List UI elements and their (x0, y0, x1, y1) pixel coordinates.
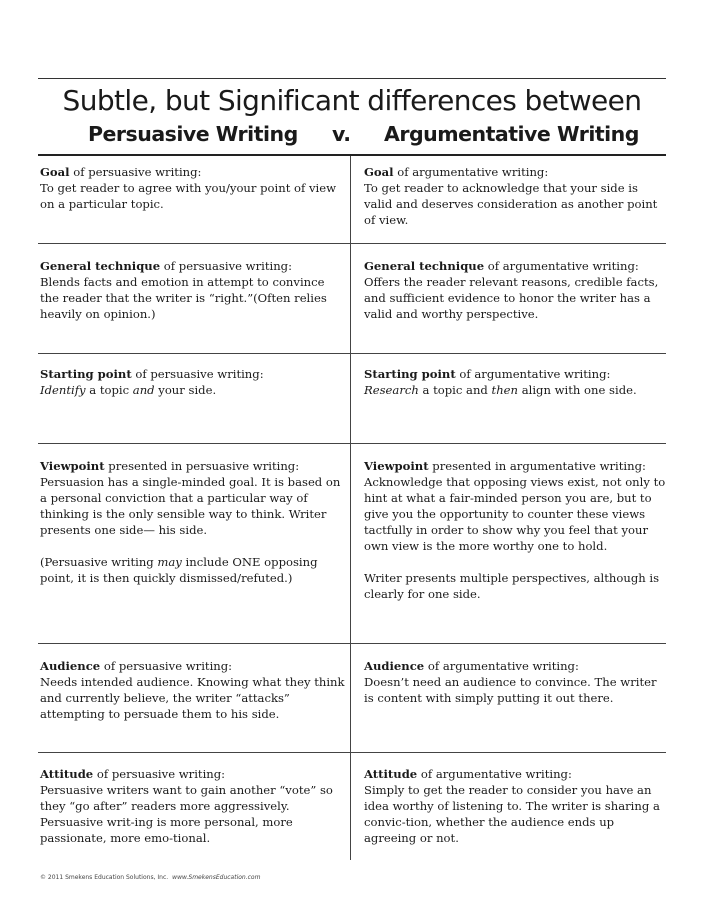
versus-label: v. (332, 122, 351, 146)
cell-text-part: align with one side. (518, 383, 637, 397)
copyright-text: © 2011 Smekens Education Solutions, Inc. (40, 874, 169, 881)
viewpoint-argumentative-cell (364, 458, 666, 602)
cell-label: General technique (364, 259, 485, 273)
cell-text-part: (Persuasive writing (40, 555, 158, 569)
cell-label: Viewpoint (364, 459, 429, 473)
cell-text: Acknowledge that opposing views exist, not only to hint at what a fair-minded person you are, but to give you the opportunity to counter these views tactfully in order to show why you feel that your own view is the more worthy one to hold. (364, 475, 666, 553)
cell-label-suffix: presented in persuasive writing: (104, 459, 300, 473)
cell-heading (40, 164, 346, 180)
cell-label-suffix: of argumentative writing: (393, 165, 549, 179)
cell-text-part: a topic (85, 383, 133, 397)
row-divider-left (38, 243, 350, 244)
top-rule (38, 78, 666, 79)
cell-label-suffix: of persuasive writing: (160, 259, 293, 273)
viewpoint-persuasive-cell (40, 458, 346, 586)
row-divider-left (38, 643, 350, 644)
cell-heading (364, 766, 666, 782)
cell-text (40, 382, 346, 398)
starting-point-argumentative-cell (364, 366, 666, 398)
cell-label: Starting point (364, 367, 456, 381)
cell-text-part: a topic and (418, 383, 492, 397)
cell-label: Goal (40, 165, 70, 179)
cell-label-suffix: presented in argumentative writing: (428, 459, 646, 473)
starting-point-persuasive-cell (40, 366, 346, 398)
emphasis-text: then (491, 383, 519, 397)
cell-text-part: include ONE opposing point, it is then quickly dismissed/refuted.) (40, 555, 318, 585)
emphasis-text: Research (364, 383, 419, 397)
cell-label-suffix: of persuasive writing: (131, 367, 264, 381)
cell-heading (364, 458, 666, 474)
column-divider (350, 156, 351, 860)
cell-heading (40, 766, 346, 782)
cell-label: Audience (40, 659, 101, 673)
cell-label: Starting point (40, 367, 132, 381)
cell-heading (40, 366, 346, 382)
cell-label-suffix: of persuasive writing: (100, 659, 233, 673)
cell-text: Needs intended audience. Knowing what they think and currently believe, the writer “attacks” attempting to persuade them to his side. (40, 675, 345, 721)
cell-label-suffix: of argumentative writing: (424, 659, 579, 673)
technique-argumentative-cell (364, 258, 666, 322)
footer-url: www.SmekensEducation.com (172, 874, 261, 881)
header-rule (38, 154, 666, 156)
page-title: Subtle, but Significant differences between (62, 84, 642, 117)
cell-text: Persuasive writers want to gain another “vote” so they “go after” readers more aggressively. Persuasive writ-ing is more personal, more passionate, more emo-tional. (40, 783, 333, 845)
audience-persuasive-cell (40, 658, 346, 722)
cell-heading (364, 658, 666, 674)
goal-persuasive-cell (40, 164, 346, 212)
cell-label: Attitude (364, 767, 418, 781)
cell-heading (40, 258, 346, 274)
emphasis-text: may (157, 555, 182, 569)
cell-note (40, 554, 346, 586)
cell-heading (40, 658, 346, 674)
cell-label: Goal (364, 165, 394, 179)
argumentative-heading: Argumentative Writing (384, 122, 639, 146)
row-divider-right (350, 353, 666, 354)
cell-text: Offers the reader relevant reasons, credible facts, and sufficient evidence to honor the writer has a valid and worthy perspective. (364, 275, 659, 321)
cell-heading (364, 164, 666, 180)
emphasis-text: Identify (40, 383, 86, 397)
attitude-persuasive-cell (40, 766, 346, 846)
cell-text (364, 382, 666, 398)
cell-label: General technique (40, 259, 161, 273)
cell-label-suffix: of argumentative writing: (484, 259, 639, 273)
cell-text: Blends facts and emotion in attempt to convince the reader that the writer is “right.”(Often relies heavily on opinion.) (40, 275, 327, 321)
cell-label-suffix: of persuasive writing: (69, 165, 202, 179)
cell-text: To get reader to agree with you/your point of view on a particular topic. (40, 181, 337, 211)
cell-heading (40, 458, 346, 474)
cell-label: Viewpoint (40, 459, 105, 473)
cell-label-suffix: of argumentative writing: (417, 767, 572, 781)
goal-argumentative-cell (364, 164, 666, 228)
persuasive-heading: Persuasive Writing (88, 122, 298, 146)
cell-label: Audience (364, 659, 425, 673)
row-divider-right (350, 752, 666, 753)
row-divider-left (38, 443, 350, 444)
footer (40, 874, 260, 881)
audience-argumentative-cell (364, 658, 666, 706)
row-divider-left (38, 353, 350, 354)
attitude-argumentative-cell (364, 766, 666, 846)
cell-text: Simply to get the reader to consider you have an idea worthy of listening to. The writer is sharing a convic-tion, whether the audience ends up agreeing or not. (364, 783, 660, 845)
cell-label-suffix: of argumentative writing: (455, 367, 611, 381)
row-divider-right (350, 643, 666, 644)
row-divider-right (350, 243, 666, 244)
cell-text: Persuasion has a single-minded goal. It is based on a personal conviction that a particular way of thinking is the only sensible way to think. Writer presents one side— his side. (40, 475, 341, 537)
cell-text: Writer presents multiple perspectives, although is clearly for one side. (364, 571, 660, 601)
row-divider-right (350, 443, 666, 444)
cell-label-suffix: of persuasive writing: (93, 767, 226, 781)
technique-persuasive-cell (40, 258, 346, 322)
row-divider-left (38, 752, 350, 753)
emphasis-text: and (132, 383, 155, 397)
cell-text-part: your side. (154, 383, 217, 397)
cell-text: Doesn’t need an audience to convince. The writer is content with simply putting it out there. (364, 675, 657, 705)
cell-text: To get reader to acknowledge that your side is valid and deserves consideration as another point of view. (364, 181, 658, 227)
cell-heading (364, 366, 666, 382)
cell-label: Attitude (40, 767, 94, 781)
cell-heading (364, 258, 666, 274)
